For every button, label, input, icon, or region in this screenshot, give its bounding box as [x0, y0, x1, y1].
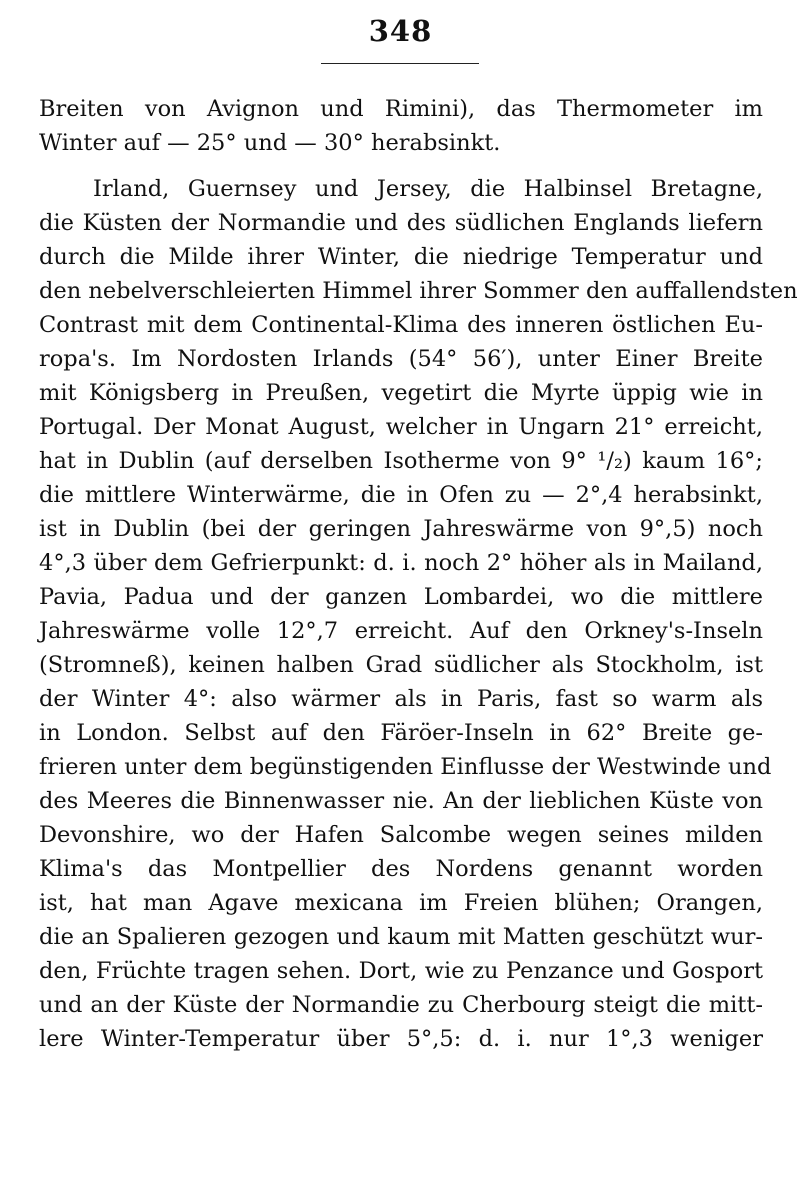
text-line: 4°,3 über dem Gefrierpunkt: d. i. noch 2° höher als in Mailand, [39, 550, 763, 576]
text-line: durch die Milde ihrer Winter, die niedrige Temperatur und [39, 244, 763, 270]
text-line: lere Winter-Temperatur über 5°,5: d. i. nur 1°,3 weniger [39, 1026, 763, 1052]
text-line: Winter auf — 25° und — 30° herabsinkt. [39, 130, 501, 156]
text-line: hat in Dublin (auf derselben Isotherme von 9° ¹/₂) kaum 16°; [39, 448, 763, 474]
text-line: Breiten von Avignon und Rimini), das Thermometer im [39, 96, 763, 122]
text-line: Portugal. Der Monat August, welcher in Ungarn 21° erreicht, [39, 414, 763, 440]
text-line: Pavia, Padua und der ganzen Lombardei, wo die mittlere [39, 584, 763, 610]
text-line: Irland, Guernsey und Jersey, die Halbinsel Bretagne, [93, 176, 763, 202]
text-line: Klima's das Montpellier des Nordens genannt worden [39, 856, 763, 882]
text-line: ropa's. Im Nordosten Irlands (54° 56′), unter Einer Breite [39, 346, 763, 372]
text-line: der Winter 4°: also wärmer als in Paris, fast so warm als [39, 686, 763, 712]
text-line: die an Spalieren gezogen und kaum mit Matten geschützt wur- [39, 924, 763, 950]
text-line: ist, hat man Agave mexicana im Freien blühen; Orangen, [39, 890, 763, 916]
text-line: ist in Dublin (bei der geringen Jahreswärme von 9°,5) noch [39, 516, 763, 542]
text-line: Contrast mit dem Continental-Klima des inneren östlichen Eu- [39, 312, 763, 338]
text-line: Jahreswärme volle 12°,7 erreicht. Auf den Orkney's-Inseln [39, 618, 763, 644]
text-line: den, Früchte tragen sehen. Dort, wie zu Penzance und Gosport [39, 958, 763, 984]
text-line: (Stromneß), keinen halben Grad südlicher als Stockholm, ist [39, 652, 763, 678]
text-line: des Meeres die Binnenwasser nie. An der lieblichen Küste von [39, 788, 763, 814]
text-line: den nebelverschleierten Himmel ihrer Sommer den auffallendsten [39, 278, 798, 304]
page-number: 348 [368, 14, 433, 48]
text-line: und an der Küste der Normandie zu Cherbourg steigt die mitt- [39, 992, 763, 1018]
header-rule [321, 63, 479, 64]
text-line: die Küsten der Normandie und des südlichen Englands liefern [39, 210, 763, 236]
text-line: in London. Selbst auf den Färöer-Inseln in 62° Breite ge- [39, 720, 763, 746]
text-line: Devonshire, wo der Hafen Salcombe wegen seines milden [39, 822, 763, 848]
text-line: die mittlere Winterwärme, die in Ofen zu — 2°,4 herabsinkt, [39, 482, 763, 508]
text-line: mit Königsberg in Preußen, vegetirt die Myrte üppig wie in [39, 380, 763, 406]
text-line: frieren unter dem begünstigenden Einflusse der Westwinde und [39, 754, 772, 780]
